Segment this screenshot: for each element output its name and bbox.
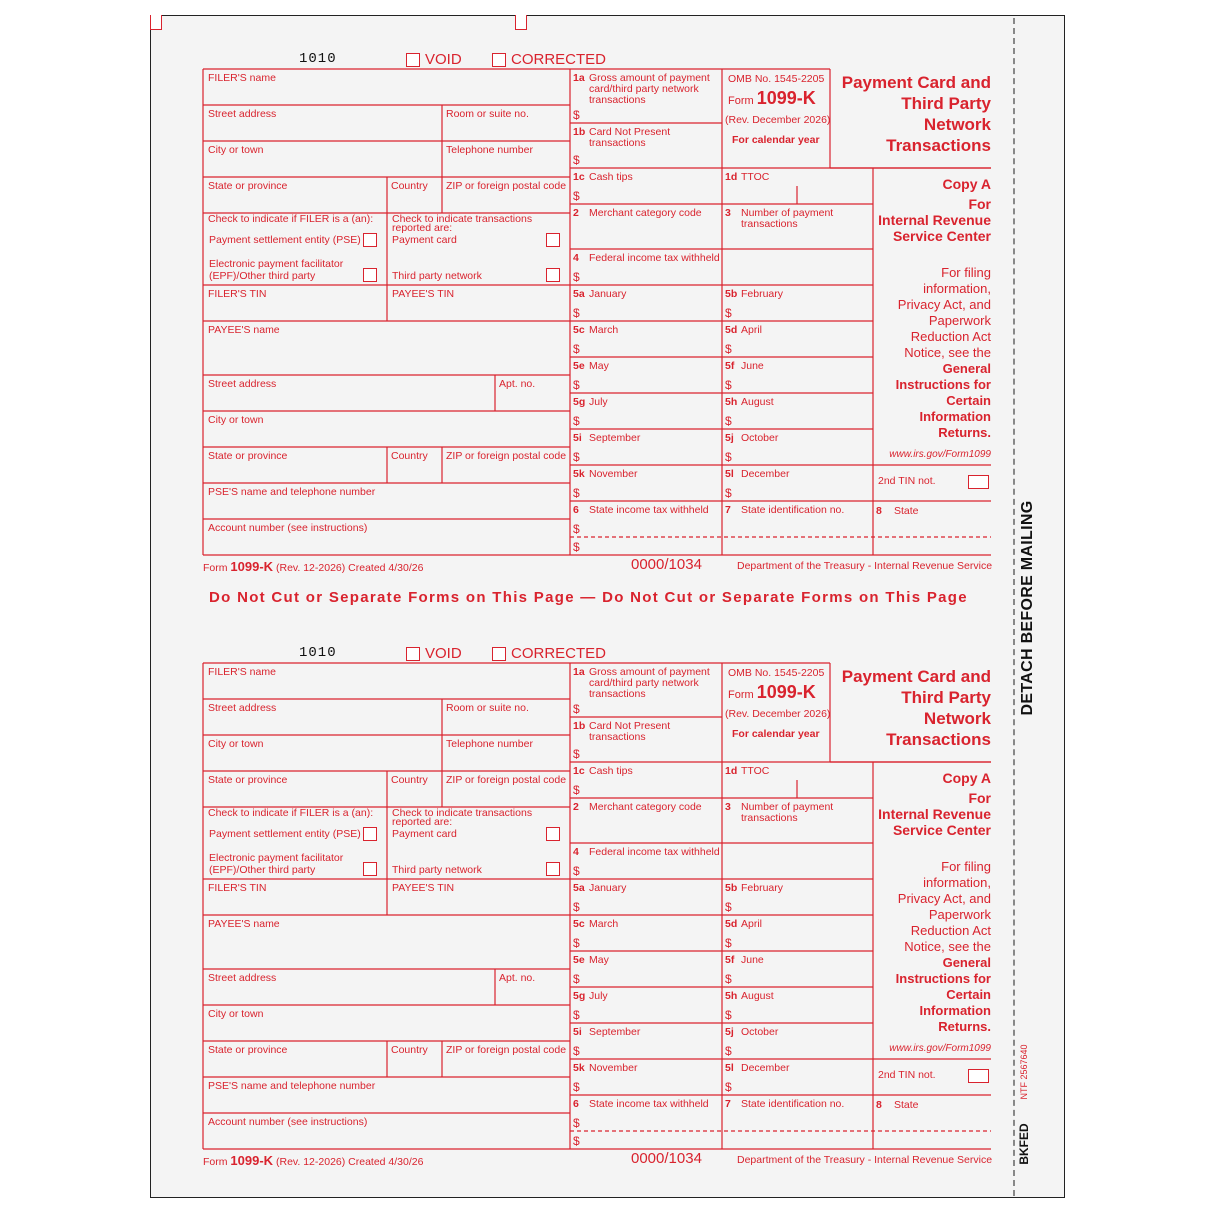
box5j-number: 5j bbox=[725, 432, 734, 444]
box5k-dollar: $ bbox=[573, 486, 580, 500]
third-party-label: Third party network bbox=[392, 270, 482, 282]
filer-city-label: City or town bbox=[208, 738, 264, 750]
box5k-number: 5k bbox=[573, 1062, 585, 1074]
box8-number: 8 bbox=[876, 1099, 882, 1111]
box1c-number: 1c bbox=[573, 171, 585, 183]
title-line-2: Third Party bbox=[901, 688, 991, 707]
check-trans-label-2: reported are: bbox=[392, 816, 453, 828]
box1b-label-2: transactions bbox=[589, 731, 646, 743]
box8-label: State bbox=[894, 1099, 919, 1111]
title-line-1: Payment Card and bbox=[841, 667, 991, 686]
box5k-label: November bbox=[589, 1062, 638, 1074]
rev-date: (Rev. December 2026) bbox=[725, 114, 831, 126]
irs-url[interactable]: www.irs.gov/Form1099 bbox=[889, 449, 991, 460]
telephone-label: Telephone number bbox=[446, 144, 533, 156]
box5d-dollar: $ bbox=[725, 342, 732, 356]
filer-state-label: State or province bbox=[208, 774, 288, 786]
rev-date: (Rev. December 2026) bbox=[725, 708, 831, 720]
box5h-label: August bbox=[741, 396, 774, 408]
instr-line-3: Privacy Act, and bbox=[897, 891, 991, 906]
box5a-dollar: $ bbox=[573, 306, 580, 320]
box5e-number: 5e bbox=[573, 360, 585, 372]
footer-form-number: 1099-K bbox=[230, 559, 274, 574]
form-title bbox=[842, 72, 991, 156]
payee-tin-label: PAYEE'S TIN bbox=[392, 288, 455, 300]
box5c-number: 5c bbox=[573, 324, 585, 336]
box6-dollar-2: $ bbox=[573, 1134, 580, 1148]
box8-label: State bbox=[894, 505, 919, 517]
box5a-label: January bbox=[589, 288, 627, 300]
box5b-dollar: $ bbox=[725, 900, 732, 914]
box6-label: State income tax withheld bbox=[589, 504, 709, 516]
box5b-label: February bbox=[741, 882, 784, 894]
footer-department: Department of the Treasury - Internal Revenue Service bbox=[737, 1154, 993, 1166]
apt-label: Apt. no. bbox=[499, 378, 536, 390]
instr-line-2: information, bbox=[923, 875, 991, 890]
box1c-label: Cash tips bbox=[589, 171, 633, 183]
epf-label-2: (EPF)/Other third party bbox=[209, 270, 316, 282]
title-line-4: Transactions bbox=[886, 730, 991, 749]
title-line-2: Third Party bbox=[901, 94, 991, 113]
box4-label: Federal income tax withheld bbox=[589, 252, 720, 264]
check-trans-label-1: Check to indicate transactions bbox=[392, 807, 533, 819]
pse-label: Payment settlement entity (PSE) bbox=[209, 234, 361, 246]
box5l-label: December bbox=[741, 1062, 790, 1074]
filer-tin-label: FILER'S TIN bbox=[208, 882, 267, 894]
box5e-dollar: $ bbox=[573, 378, 580, 392]
payee-name-label: PAYEE'S name bbox=[208, 324, 280, 336]
irs-url[interactable]: www.irs.gov/Form1099 bbox=[889, 1043, 991, 1054]
box5h-label: August bbox=[741, 990, 774, 1002]
box1b-number: 1b bbox=[573, 126, 586, 138]
box4-dollar: $ bbox=[573, 270, 580, 284]
box5j-dollar: $ bbox=[725, 1044, 732, 1058]
footer-rev: (Rev. 12-2026) Created 4/30/26 bbox=[275, 562, 424, 574]
telephone-label: Telephone number bbox=[446, 738, 533, 750]
box5c-dollar: $ bbox=[573, 342, 580, 356]
bkfed-code: BKFED bbox=[1017, 1123, 1031, 1165]
filer-state-label: State or province bbox=[208, 180, 288, 192]
box1b-number: 1b bbox=[573, 720, 586, 732]
box3-label-1: Number of payment bbox=[741, 207, 834, 219]
third-party-label: Third party network bbox=[392, 864, 482, 876]
box5d-label: April bbox=[741, 324, 763, 336]
check-trans-label-1: Check to indicate transactions bbox=[392, 213, 533, 225]
instr-line-10: Information bbox=[919, 409, 991, 424]
corrected-label: CORRECTED bbox=[511, 645, 607, 662]
filer-country-label: Country bbox=[391, 180, 428, 192]
box5i-dollar: $ bbox=[573, 1044, 580, 1058]
box5l-label: December bbox=[741, 468, 790, 480]
box5f-number: 5f bbox=[725, 360, 735, 372]
box5e-dollar: $ bbox=[573, 972, 580, 986]
filer-street-label: Street address bbox=[208, 108, 277, 120]
box1a-number: 1a bbox=[573, 72, 585, 84]
box7-number: 7 bbox=[725, 1098, 731, 1110]
for-label: For bbox=[968, 790, 991, 806]
void-label: VOID bbox=[425, 51, 462, 68]
box1a-label-2: card/third party network bbox=[589, 677, 699, 689]
box1b-label-2: transactions bbox=[589, 137, 646, 149]
epf-label-1: Electronic payment facilitator bbox=[209, 852, 344, 864]
instr-line-5: Reduction Act bbox=[910, 329, 991, 344]
filer-zip-label: ZIP or foreign postal code bbox=[446, 180, 567, 192]
box5b-label: February bbox=[741, 288, 784, 300]
box5a-label: January bbox=[589, 882, 627, 894]
box5c-dollar: $ bbox=[573, 936, 580, 950]
box1b-dollar: $ bbox=[573, 153, 580, 167]
filer-city-label: City or town bbox=[208, 144, 264, 156]
payment-card-label: Payment card bbox=[392, 828, 457, 840]
box5j-dollar: $ bbox=[725, 450, 732, 464]
copy-a-block bbox=[878, 770, 991, 838]
room-suite-label: Room or suite no. bbox=[446, 702, 529, 714]
box6-number: 6 bbox=[573, 1098, 579, 1110]
box8-number: 8 bbox=[876, 505, 882, 517]
instr-line-11: Returns. bbox=[938, 425, 991, 440]
box1a-dollar: $ bbox=[573, 702, 580, 716]
box1a-number: 1a bbox=[573, 666, 585, 678]
box1a-dollar: $ bbox=[573, 108, 580, 122]
box5e-number: 5e bbox=[573, 954, 585, 966]
instr-line-8: Instructions for bbox=[895, 971, 991, 986]
corrected-checkbox[interactable] bbox=[492, 647, 506, 661]
box3-number: 3 bbox=[725, 207, 731, 219]
instr-line-5: Reduction Act bbox=[910, 923, 991, 938]
room-suite-label: Room or suite no. bbox=[446, 108, 529, 120]
footer-form-word: Form bbox=[203, 562, 228, 574]
payee-street-label: Street address bbox=[208, 972, 277, 984]
filer-zip-label: ZIP or foreign postal code bbox=[446, 774, 567, 786]
title-line-1: Payment Card and bbox=[841, 73, 991, 92]
instr-line-9: Certain bbox=[946, 393, 991, 408]
instr-line-4: Paperwork bbox=[928, 313, 991, 328]
box5c-label: March bbox=[589, 324, 619, 336]
omb-number: OMB No. 1545-2205 bbox=[728, 73, 825, 85]
copy-a-label: Copy A bbox=[942, 176, 991, 192]
form-code: 1010 bbox=[299, 51, 337, 67]
payment-card-checkbox[interactable] bbox=[546, 827, 560, 841]
box5d-label: April bbox=[741, 918, 763, 930]
box4-number: 4 bbox=[573, 846, 579, 858]
form-number-block bbox=[728, 88, 816, 109]
box1a-label-2: card/third party network bbox=[589, 83, 699, 95]
box5k-number: 5k bbox=[573, 468, 585, 480]
box1b-label-1: Card Not Present bbox=[589, 126, 671, 138]
payment-card-checkbox[interactable] bbox=[546, 233, 560, 247]
footer-department: Department of the Treasury - Internal Revenue Service bbox=[737, 560, 993, 572]
box1a-label-3: transactions bbox=[589, 688, 646, 700]
payee-state-label: State or province bbox=[208, 450, 288, 462]
for-label: For bbox=[968, 196, 991, 212]
instr-line-10: Information bbox=[919, 1003, 991, 1018]
box5f-label: June bbox=[741, 954, 764, 966]
instructions-block bbox=[896, 265, 991, 441]
box1d-label: TTOC bbox=[741, 765, 770, 777]
payee-city-label: City or town bbox=[208, 414, 264, 426]
box5d-dollar: $ bbox=[725, 936, 732, 950]
payee-country-label: Country bbox=[391, 450, 428, 462]
box5j-label: October bbox=[741, 1026, 779, 1038]
box4-label: Federal income tax withheld bbox=[589, 846, 720, 858]
form-code: 1010 bbox=[299, 645, 337, 661]
box5c-number: 5c bbox=[573, 918, 585, 930]
box5i-number: 5i bbox=[573, 1026, 582, 1038]
payee-zip-label: ZIP or foreign postal code bbox=[446, 450, 567, 462]
box5b-number: 5b bbox=[725, 288, 738, 300]
irs-line-2: Service Center bbox=[892, 228, 991, 244]
epf-checkbox[interactable] bbox=[363, 862, 377, 876]
filer-name-label: FILER'S name bbox=[208, 666, 276, 678]
form-copy-bottom bbox=[0, 594, 1214, 1188]
footer-form-word: Form bbox=[203, 1156, 228, 1168]
form-title bbox=[842, 666, 991, 750]
box1d-number: 1d bbox=[725, 765, 738, 777]
form-number: 1099-K bbox=[756, 682, 816, 702]
box3-label-2: transactions bbox=[741, 812, 798, 824]
calendar-year-label: For calendar year bbox=[732, 134, 820, 146]
epf-checkbox[interactable] bbox=[363, 268, 377, 282]
box7-number: 7 bbox=[725, 504, 731, 516]
calendar-year-label: For calendar year bbox=[732, 728, 820, 740]
check-filer-label: Check to indicate if FILER is a (an): bbox=[208, 213, 374, 225]
account-number-label: Account number (see instructions) bbox=[208, 1116, 368, 1128]
box2-label: Merchant category code bbox=[589, 801, 702, 813]
box7-label: State identification no. bbox=[741, 1098, 845, 1110]
box5a-dollar: $ bbox=[573, 900, 580, 914]
box1c-label: Cash tips bbox=[589, 765, 633, 777]
box5d-number: 5d bbox=[725, 324, 738, 336]
instr-line-3: Privacy Act, and bbox=[897, 297, 991, 312]
box5k-dollar: $ bbox=[573, 1080, 580, 1094]
pse-name-label: PSE'S name and telephone number bbox=[208, 1080, 376, 1092]
pse-name-label: PSE'S name and telephone number bbox=[208, 486, 376, 498]
instructions-block bbox=[896, 859, 991, 1035]
box5f-dollar: $ bbox=[725, 972, 732, 986]
box3-label-1: Number of payment bbox=[741, 801, 834, 813]
omb-number: OMB No. 1545-2205 bbox=[728, 667, 825, 679]
box5g-label: July bbox=[589, 396, 608, 408]
box6-number: 6 bbox=[573, 504, 579, 516]
instr-line-6: Notice, see the bbox=[904, 939, 991, 954]
box5a-number: 5a bbox=[573, 882, 585, 894]
box3-number: 3 bbox=[725, 801, 731, 813]
payee-zip-label: ZIP or foreign postal code bbox=[446, 1044, 567, 1056]
filer-name-label: FILER'S name bbox=[208, 72, 276, 84]
box1c-number: 1c bbox=[573, 765, 585, 777]
copy-a-block bbox=[878, 176, 991, 244]
box5f-label: June bbox=[741, 360, 764, 372]
epf-label-2: (EPF)/Other third party bbox=[209, 864, 316, 876]
box5d-number: 5d bbox=[725, 918, 738, 930]
check-trans-label-2: reported are: bbox=[392, 222, 453, 234]
box5g-dollar: $ bbox=[573, 1008, 580, 1022]
form-number: 1099-K bbox=[756, 88, 816, 108]
check-filer-label: Check to indicate if FILER is a (an): bbox=[208, 807, 374, 819]
copy-a-label: Copy A bbox=[942, 770, 991, 786]
box5h-dollar: $ bbox=[725, 414, 732, 428]
second-tin-checkbox[interactable] bbox=[968, 475, 989, 489]
box1c-dollar: $ bbox=[573, 189, 580, 203]
instr-line-7: General bbox=[942, 955, 991, 970]
box2-label: Merchant category code bbox=[589, 207, 702, 219]
payee-tin-label: PAYEE'S TIN bbox=[392, 882, 455, 894]
instr-line-9: Certain bbox=[946, 987, 991, 1002]
box6-dollar-1: $ bbox=[573, 1116, 580, 1130]
box3-label-2: transactions bbox=[741, 218, 798, 230]
box5f-number: 5f bbox=[725, 954, 735, 966]
box5a-number: 5a bbox=[573, 288, 585, 300]
box1a-label-1: Gross amount of payment bbox=[589, 72, 710, 84]
corrected-checkbox[interactable] bbox=[492, 53, 506, 67]
box5i-label: September bbox=[589, 432, 641, 444]
box5i-dollar: $ bbox=[573, 450, 580, 464]
filer-street-label: Street address bbox=[208, 702, 277, 714]
filer-country-label: Country bbox=[391, 774, 428, 786]
title-line-3: Network bbox=[923, 709, 991, 728]
void-label: VOID bbox=[425, 645, 462, 662]
payee-city-label: City or town bbox=[208, 1008, 264, 1020]
box5l-number: 5l bbox=[725, 1062, 734, 1074]
box7-label: State identification no. bbox=[741, 504, 845, 516]
pse-label: Payment settlement entity (PSE) bbox=[209, 828, 361, 840]
box2-number: 2 bbox=[573, 207, 579, 219]
box1d-number: 1d bbox=[725, 171, 738, 183]
third-party-checkbox[interactable] bbox=[546, 862, 560, 876]
box1c-dollar: $ bbox=[573, 783, 580, 797]
apt-label: Apt. no. bbox=[499, 972, 536, 984]
box5e-label: May bbox=[589, 954, 609, 966]
ntf-code: NTF 2567640 bbox=[1019, 1044, 1029, 1100]
payee-country-label: Country bbox=[391, 1044, 428, 1056]
footer-code: 0000/1034 bbox=[631, 556, 702, 573]
box5l-dollar: $ bbox=[725, 1080, 732, 1094]
box5c-label: March bbox=[589, 918, 619, 930]
box1b-dollar: $ bbox=[573, 747, 580, 761]
pse-checkbox[interactable] bbox=[363, 827, 377, 841]
void-checkbox[interactable] bbox=[406, 647, 420, 661]
footer-form-number: 1099-K bbox=[230, 1153, 274, 1168]
payee-street-label: Street address bbox=[208, 378, 277, 390]
footer-rev: (Rev. 12-2026) Created 4/30/26 bbox=[275, 1156, 424, 1168]
box2-number: 2 bbox=[573, 801, 579, 813]
instr-line-1: For filing bbox=[941, 859, 991, 874]
payee-name-label: PAYEE'S name bbox=[208, 918, 280, 930]
box5g-label: July bbox=[589, 990, 608, 1002]
instr-line-7: General bbox=[942, 361, 991, 376]
box5g-number: 5g bbox=[573, 396, 586, 408]
box4-dollar: $ bbox=[573, 864, 580, 878]
form-word: Form bbox=[728, 689, 754, 701]
form-word: Form bbox=[728, 95, 754, 107]
second-tin-label: 2nd TIN not. bbox=[878, 1069, 936, 1081]
instr-line-1: For filing bbox=[941, 265, 991, 280]
filer-tin-label: FILER'S TIN bbox=[208, 288, 267, 300]
form-copy-top bbox=[0, 0, 1214, 594]
instr-line-6: Notice, see the bbox=[904, 345, 991, 360]
box6-label: State income tax withheld bbox=[589, 1098, 709, 1110]
box5i-number: 5i bbox=[573, 432, 582, 444]
box1d-label: TTOC bbox=[741, 171, 770, 183]
payment-card-label: Payment card bbox=[392, 234, 457, 246]
box5g-number: 5g bbox=[573, 990, 586, 1002]
box5h-number: 5h bbox=[725, 396, 738, 408]
box5b-dollar: $ bbox=[725, 306, 732, 320]
box5l-dollar: $ bbox=[725, 486, 732, 500]
pse-checkbox[interactable] bbox=[363, 233, 377, 247]
footer-code: 0000/1034 bbox=[631, 1150, 702, 1167]
second-tin-checkbox[interactable] bbox=[968, 1069, 989, 1083]
void-checkbox[interactable] bbox=[406, 53, 420, 67]
box5f-dollar: $ bbox=[725, 378, 732, 392]
box1b-label-1: Card Not Present bbox=[589, 720, 671, 732]
footer-form bbox=[203, 1153, 423, 1168]
corrected-label: CORRECTED bbox=[511, 51, 607, 68]
title-line-4: Transactions bbox=[886, 136, 991, 155]
box6-dollar-2: $ bbox=[573, 540, 580, 554]
box5e-label: May bbox=[589, 360, 609, 372]
second-tin-label: 2nd TIN not. bbox=[878, 475, 936, 487]
instr-line-4: Paperwork bbox=[928, 907, 991, 922]
do-not-cut-warning: Do Not Cut or Separate Forms on This Page — Do Not Cut or Separate Forms on This Page bbox=[209, 589, 968, 606]
box1a-label-3: transactions bbox=[589, 94, 646, 106]
third-party-checkbox[interactable] bbox=[546, 268, 560, 282]
epf-label-1: Electronic payment facilitator bbox=[209, 258, 344, 270]
box1a-label-1: Gross amount of payment bbox=[589, 666, 710, 678]
box5j-number: 5j bbox=[725, 1026, 734, 1038]
footer-form bbox=[203, 559, 423, 574]
account-number-label: Account number (see instructions) bbox=[208, 522, 368, 534]
box5g-dollar: $ bbox=[573, 414, 580, 428]
detach-before-mailing: DETACH BEFORE MAILING bbox=[1019, 500, 1036, 716]
box5j-label: October bbox=[741, 432, 779, 444]
box5h-dollar: $ bbox=[725, 1008, 732, 1022]
irs-line-1: Internal Revenue bbox=[878, 212, 991, 228]
payee-state-label: State or province bbox=[208, 1044, 288, 1056]
box5k-label: November bbox=[589, 468, 638, 480]
irs-line-1: Internal Revenue bbox=[878, 806, 991, 822]
box5b-number: 5b bbox=[725, 882, 738, 894]
instr-line-11: Returns. bbox=[938, 1019, 991, 1034]
box4-number: 4 bbox=[573, 252, 579, 264]
box5i-label: September bbox=[589, 1026, 641, 1038]
form-number-block bbox=[728, 682, 816, 703]
box6-dollar-1: $ bbox=[573, 522, 580, 536]
box5h-number: 5h bbox=[725, 990, 738, 1002]
instr-line-2: information, bbox=[923, 281, 991, 296]
irs-line-2: Service Center bbox=[892, 822, 991, 838]
title-line-3: Network bbox=[923, 115, 991, 134]
box5l-number: 5l bbox=[725, 468, 734, 480]
instr-line-8: Instructions for bbox=[895, 377, 991, 392]
